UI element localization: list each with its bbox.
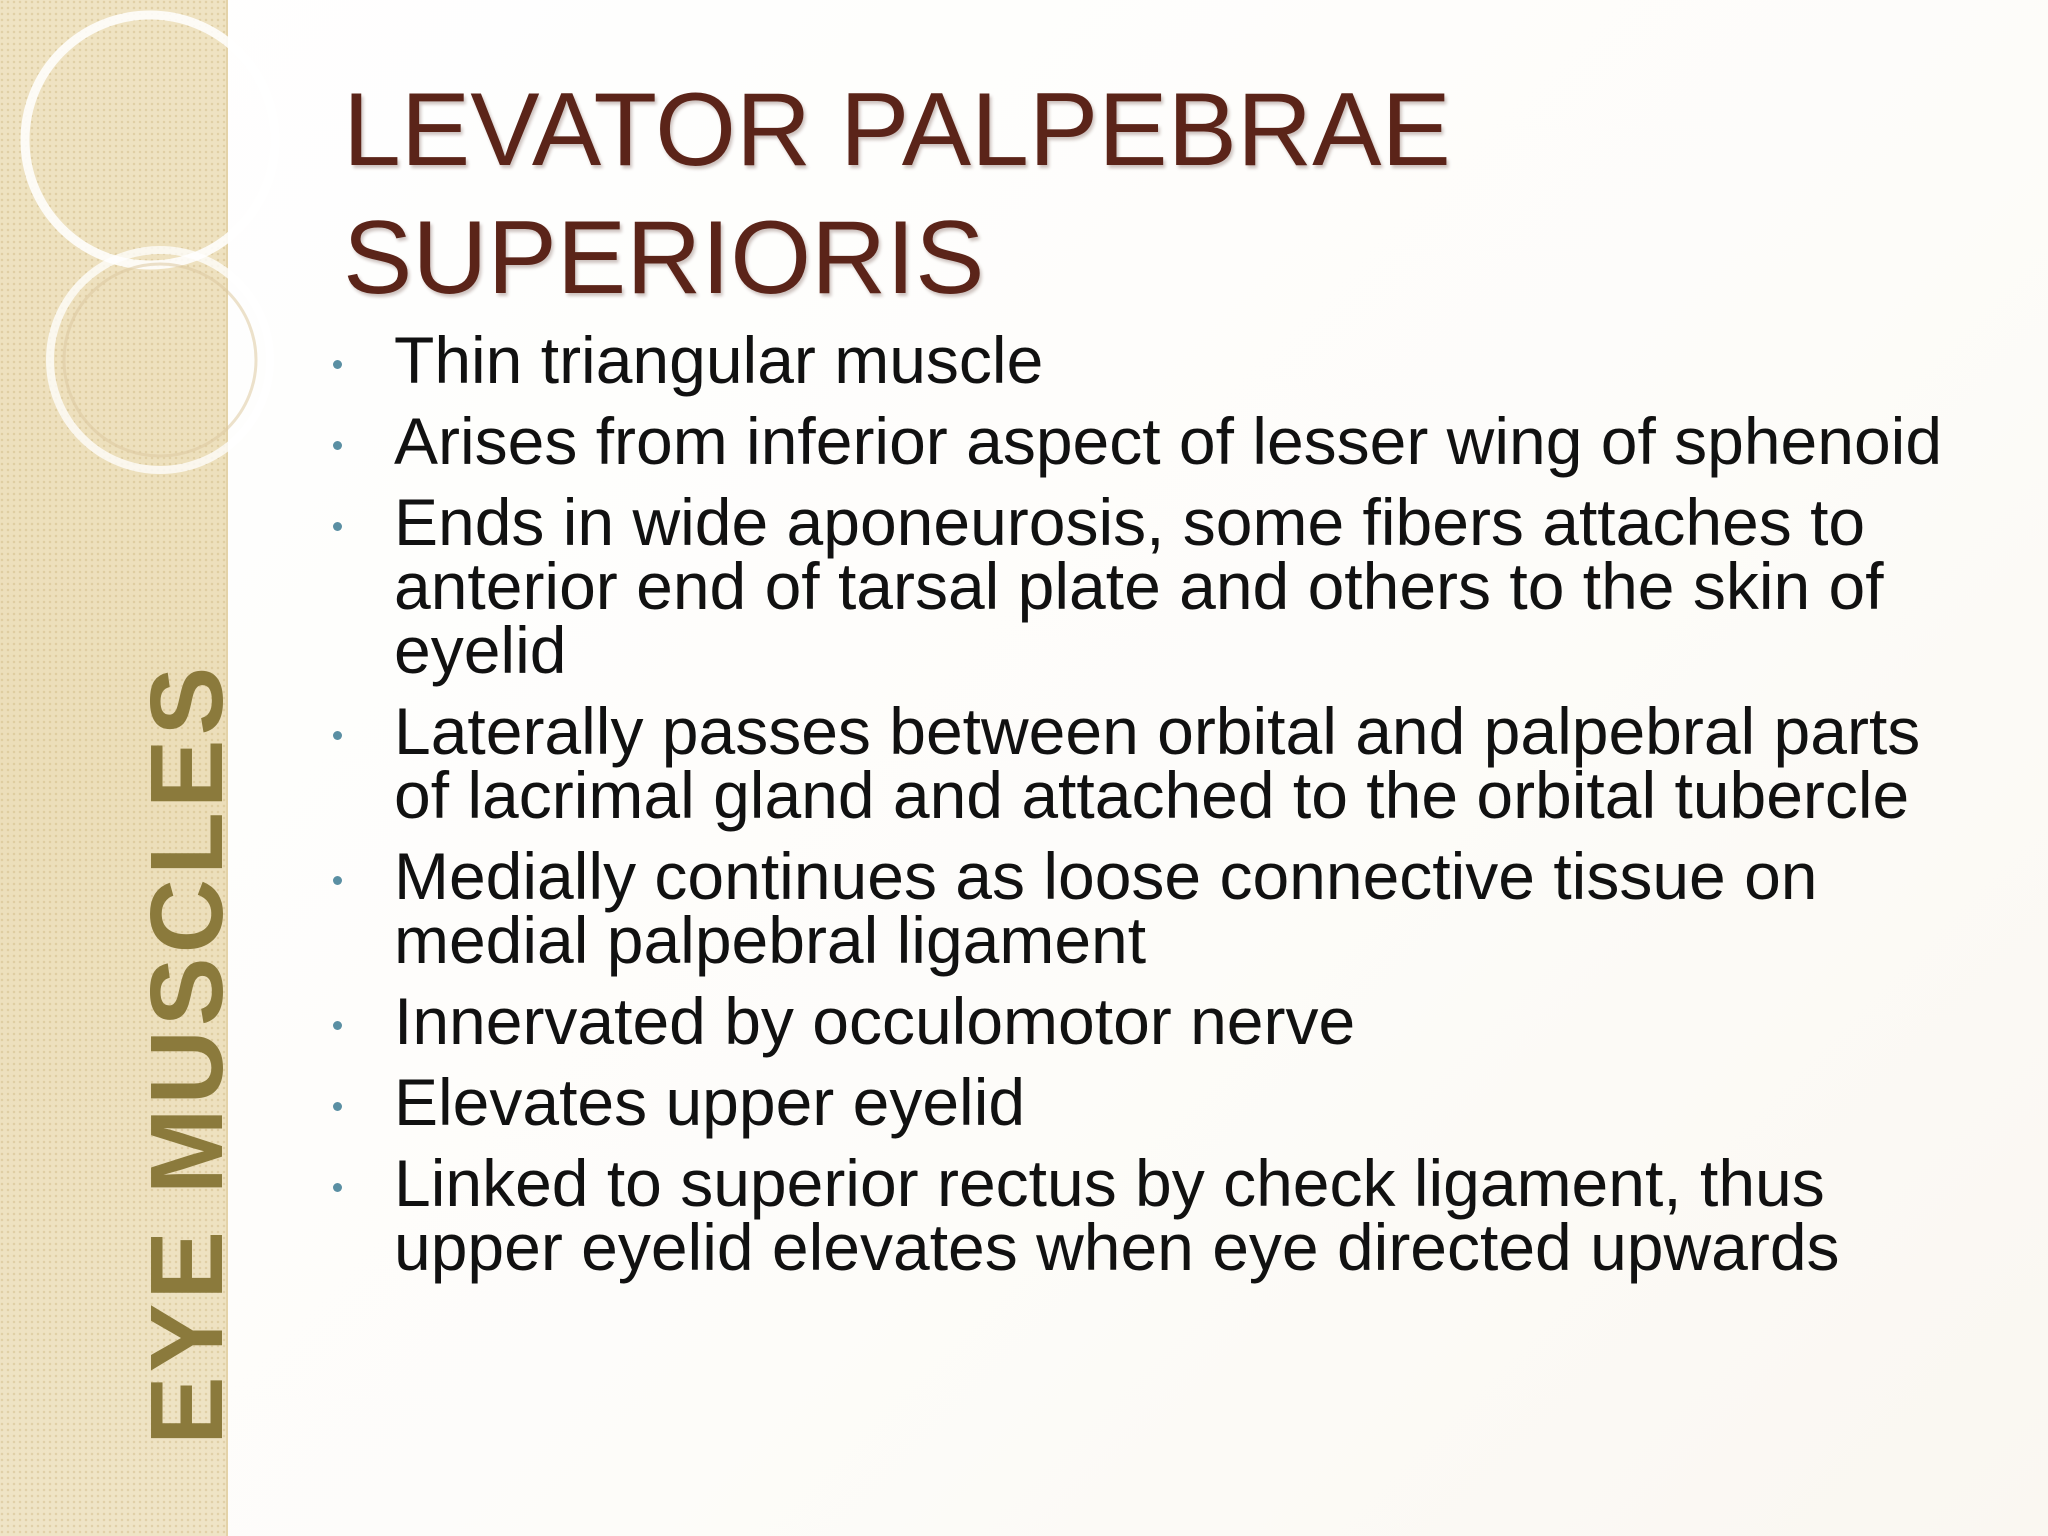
bullet-text: Medially continues as loose connective tissue on medial palpebral ligament — [394, 839, 1818, 977]
bullet-text: Linked to superior rectus by check ligament, thus upper eyelid elevates when eye directed upwards — [394, 1146, 1840, 1284]
bullet-marker — [333, 522, 342, 531]
bullet-text: Elevates upper eyelid — [394, 1065, 1026, 1139]
bullet-item — [330, 323, 1970, 397]
bullet-marker — [333, 1183, 342, 1192]
bullet-text: Thin triangular muscle — [394, 323, 1044, 397]
bullet-item — [330, 839, 1970, 977]
bullet-item — [330, 1065, 1970, 1139]
bullet-marker — [333, 441, 342, 450]
decorative-circles — [0, 0, 300, 560]
decorative-circle-2 — [50, 250, 270, 470]
decorative-circle-3 — [64, 264, 256, 456]
bullet-list — [330, 323, 1970, 1296]
slide-title — [343, 66, 1943, 322]
slide-title-line-2: SUPERIORIS — [343, 200, 985, 316]
bullet-text: Arises from inferior aspect of lesser wing of sphenoid — [394, 404, 1943, 478]
bullet-marker — [333, 1102, 342, 1111]
bullet-item — [330, 404, 1970, 478]
bullet-text: Ends in wide aponeurosis, some fibers attaches to anterior end of tarsal plate and others to the skin of eyelid — [394, 485, 1884, 687]
decorative-circle-1 — [25, 15, 275, 265]
slide-title-line-1: LEVATOR PALPEBRAE — [343, 72, 1451, 188]
section-title-vertical: EYE MUSCLES — [129, 662, 244, 1445]
bullet-item — [330, 984, 1970, 1058]
bullet-item — [330, 1146, 1970, 1284]
bullet-text: Laterally passes between orbital and palpebral parts of lacrimal gland and attached to the orbital tubercle — [394, 694, 1921, 832]
bullet-item — [330, 694, 1970, 832]
bullet-marker — [333, 360, 342, 369]
bullet-item — [330, 485, 1970, 687]
bullet-text: Innervated by occulomotor nerve — [394, 984, 1356, 1058]
bullet-marker — [333, 731, 342, 740]
bullet-marker — [333, 876, 342, 885]
bullet-marker — [333, 1021, 342, 1030]
